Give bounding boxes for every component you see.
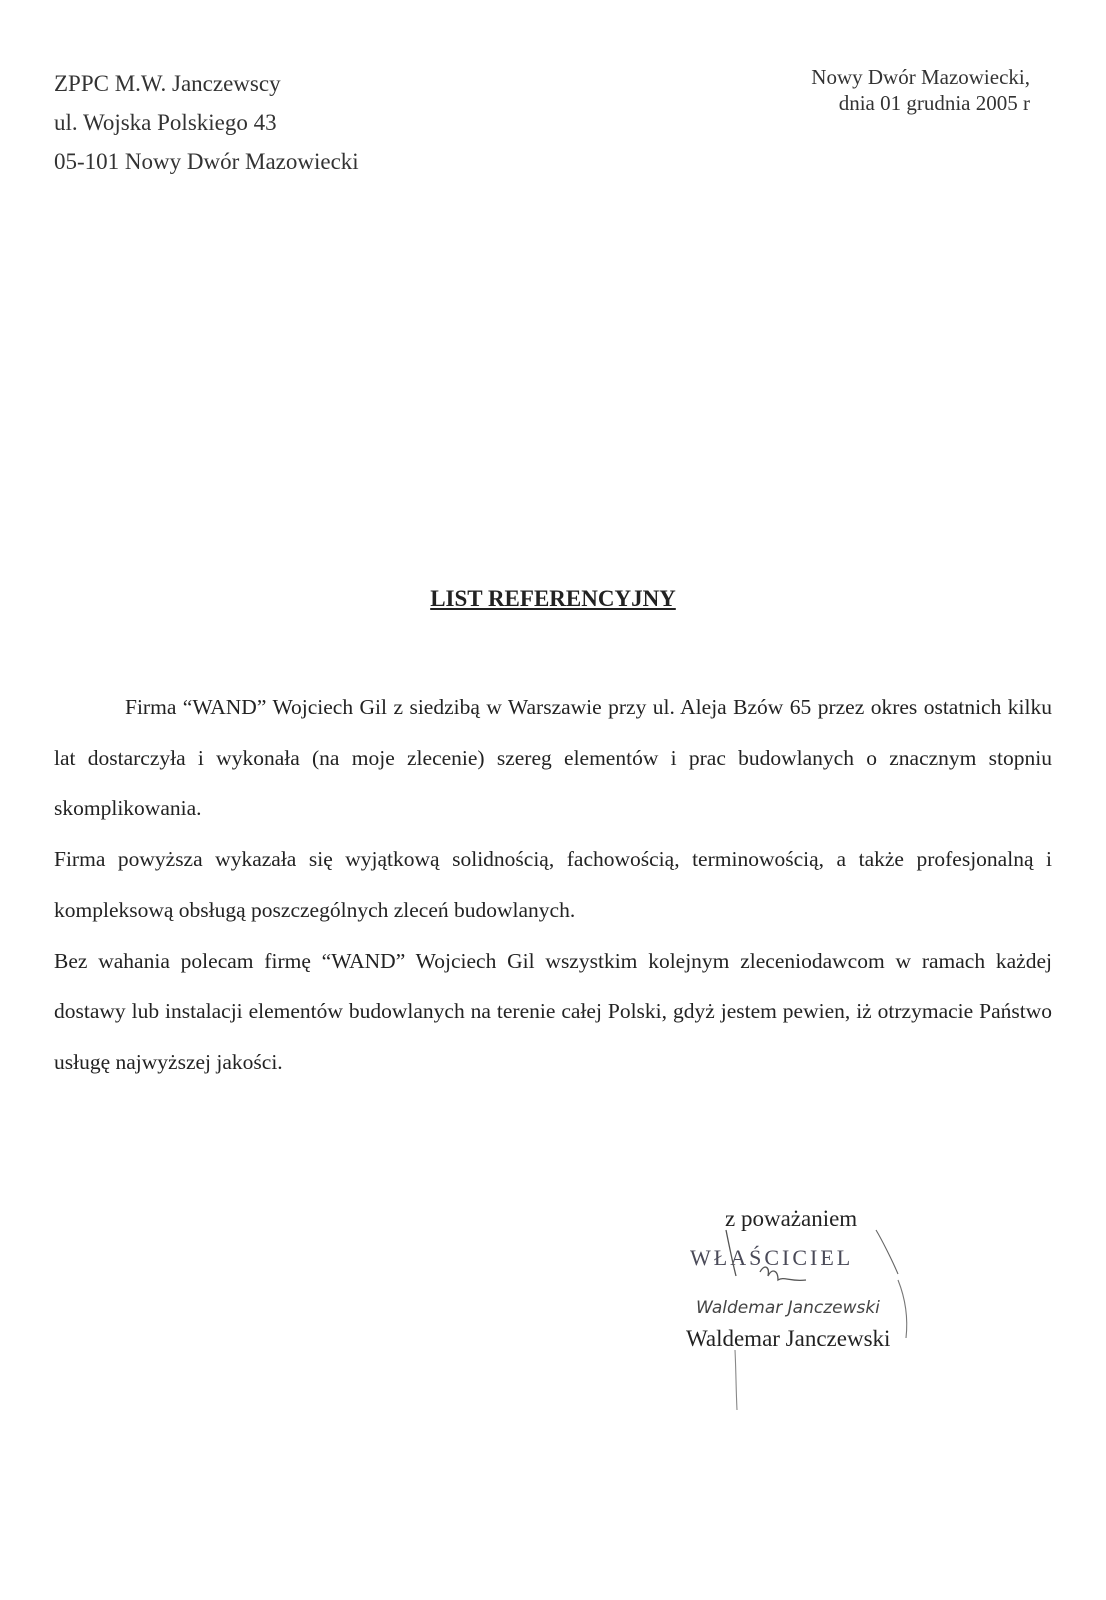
sender-city: 05-101 Nowy Dwór Mazowiecki [54, 149, 359, 174]
sender-street: ul. Wojska Polskiego 43 [54, 110, 277, 135]
body-paragraph-3: Bez wahania polecam firmę “WAND” Wojciech Gil wszystkim kolejnym zleceniodawcom w ramach każdej dostawy lub instalacji elementów budowlanych na terenie całej Polski, gdyż jestem pewien, iż otrzymacie Państwo usługę najwyższej jakości. [54, 948, 1052, 1074]
sender-address [54, 64, 359, 181]
letter-date: dnia 01 grudnia 2005 r [838, 91, 1030, 115]
letter-title: LIST REFERENCYJNY [430, 586, 676, 611]
closing-salutation: z poważaniem [725, 1206, 858, 1231]
body-paragraph-1: Firma “WAND” Wojciech Gil z siedzibą w Warszawie przy ul. Aleja Bzów 65 przez okres ostatnich kilku lat dostarczyła i wykonała (na moje zlecenie) szereg elementów i prac budowlanych o znacznym stopniu skomplikowania. [54, 695, 1052, 821]
letter-body [54, 682, 1052, 1088]
stamp-name: Waldemar Janczewski [696, 1298, 880, 1318]
stamp-title: WŁAŚCICIEL [690, 1245, 854, 1270]
letter-place: Nowy Dwór Mazowiecki, [811, 65, 1030, 89]
signatory-name: Waldemar Janczewski [686, 1326, 891, 1351]
body-paragraph-2: Firma powyższa wykazała się wyjątkową solidnością, fachowością, terminowością, a także profesjonalną i kompleksową obsługą poszczególnych zleceń budowlanych. [54, 847, 1052, 922]
sender-company: ZPPC M.W. Janczewscy [54, 71, 281, 96]
place-and-date [811, 64, 1030, 116]
